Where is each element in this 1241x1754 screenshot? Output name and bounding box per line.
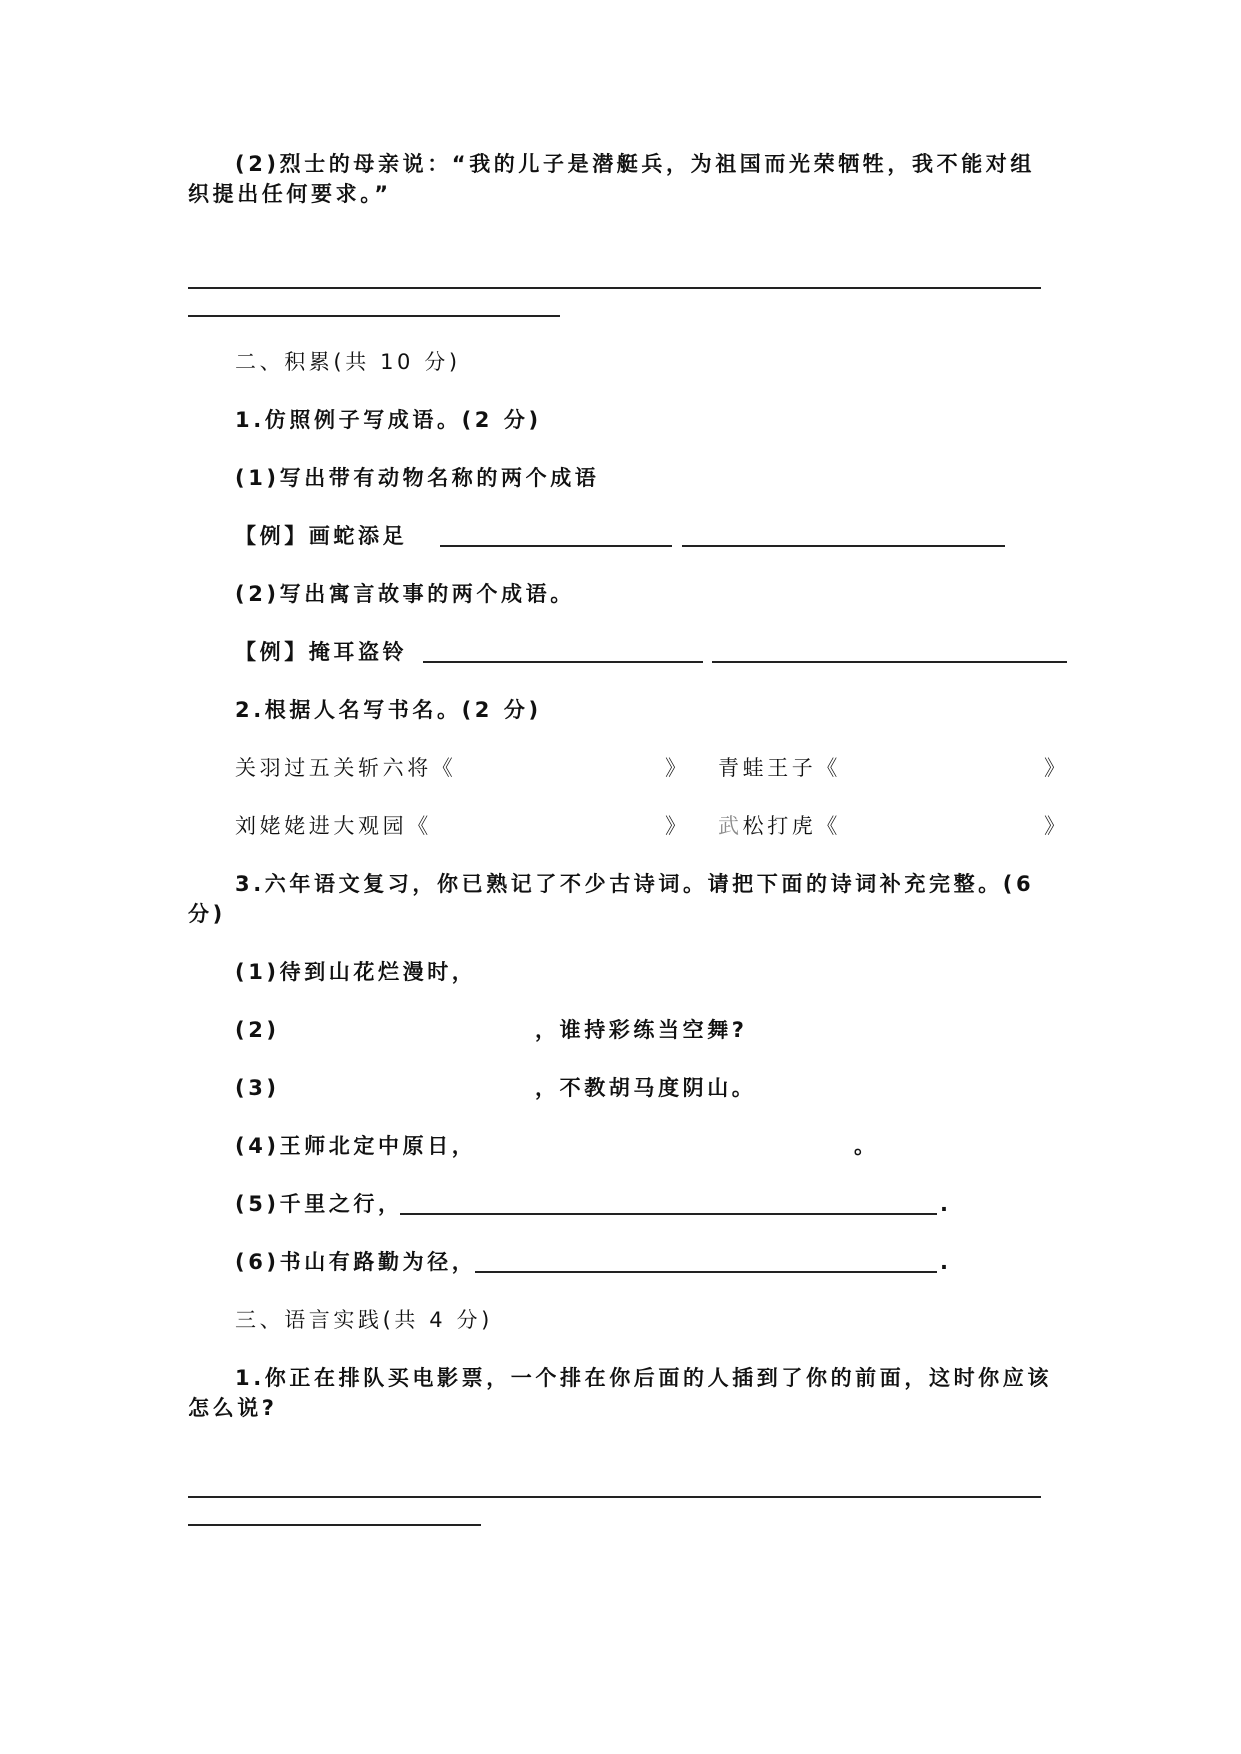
poem-item-3-number: (3) <box>235 1076 280 1100</box>
section-3-heading: 三、语言实践(共 4 分) <box>235 1308 493 1332</box>
poem-item-5: (5)千里之行， <box>235 1192 403 1216</box>
poem-answer-blank[interactable] <box>400 1213 937 1215</box>
idiom-fable-prompt: (2)写出寓言故事的两个成语。 <box>235 582 575 606</box>
section-2-question-3-title-line-2: 分) <box>188 902 226 926</box>
idiom-answer-blank[interactable] <box>440 545 672 547</box>
example-label: 【例】画蛇添足 <box>235 524 408 548</box>
answer-line[interactable] <box>188 315 560 317</box>
poem-item-6: (6)书山有路勤为径， <box>235 1250 477 1274</box>
book-close-bracket: 》 <box>665 756 690 780</box>
poem-item-3-text: ，不教胡马度阴山。 <box>535 1076 757 1100</box>
answer-line[interactable] <box>188 287 1041 289</box>
answer-line[interactable] <box>188 1524 481 1526</box>
idiom-answer-blank[interactable] <box>682 545 1005 547</box>
idiom-example-1 <box>235 522 407 550</box>
book-close-bracket: 》 <box>1044 814 1069 838</box>
idiom-animal-prompt: (1)写出带有动物名称的两个成语 <box>235 466 600 490</box>
section-3-question-1-line-2: 怎么说? <box>188 1396 278 1420</box>
poem-item-2-text: ，谁持彩练当空舞? <box>535 1018 748 1042</box>
section-2-heading: 二、积累(共 10 分) <box>235 350 461 374</box>
poem-answer-blank[interactable] <box>475 1271 937 1273</box>
book-close-bracket: 》 <box>665 814 690 838</box>
poem-item-6-end: . <box>940 1250 952 1274</box>
idiom-example-2 <box>235 638 407 666</box>
answer-line[interactable] <box>188 1496 1041 1498</box>
section-3-question-1-line-1: 1.你正在排队买电影票，一个排在你后面的人插到了你的前面，这时你应该 <box>235 1366 1052 1390</box>
section-2-question-1-title: 1.仿照例子写成语。(2 分) <box>235 408 542 432</box>
question-2-line-2: 织提出任何要求。” <box>188 182 392 206</box>
poem-item-1: (1)待到山花烂漫时， <box>235 960 477 984</box>
poem-item-4: (4)王师北定中原日， <box>235 1134 477 1158</box>
book-close-bracket: 》 <box>1044 756 1069 780</box>
book-item: 武松打虎《 <box>718 814 842 838</box>
book-item: 关羽过五关斩六将《 <box>235 756 457 780</box>
example-label: 【例】掩耳盗铃 <box>235 640 408 664</box>
question-2-line-1: (2)烈士的母亲说：“我的儿子是潜艇兵，为祖国而光荣牺牲，我不能对组 <box>235 152 1036 176</box>
book-item: 青蛙王子《 <box>718 756 841 780</box>
section-2-question-3-title-line-1: 3.六年语文复习，你已熟记了不少古诗词。请把下面的诗词补充完整。(6 <box>235 872 1035 896</box>
poem-item-4-end: 。 <box>854 1134 879 1158</box>
book-item: 刘姥姥进大观园《 <box>235 814 432 838</box>
idiom-answer-blank[interactable] <box>712 661 1067 663</box>
idiom-answer-blank[interactable] <box>423 661 703 663</box>
poem-item-5-end: . <box>940 1192 952 1216</box>
section-2-question-2-title: 2.根据人名写书名。(2 分) <box>235 698 542 722</box>
poem-item-2-number: (2) <box>235 1018 280 1042</box>
